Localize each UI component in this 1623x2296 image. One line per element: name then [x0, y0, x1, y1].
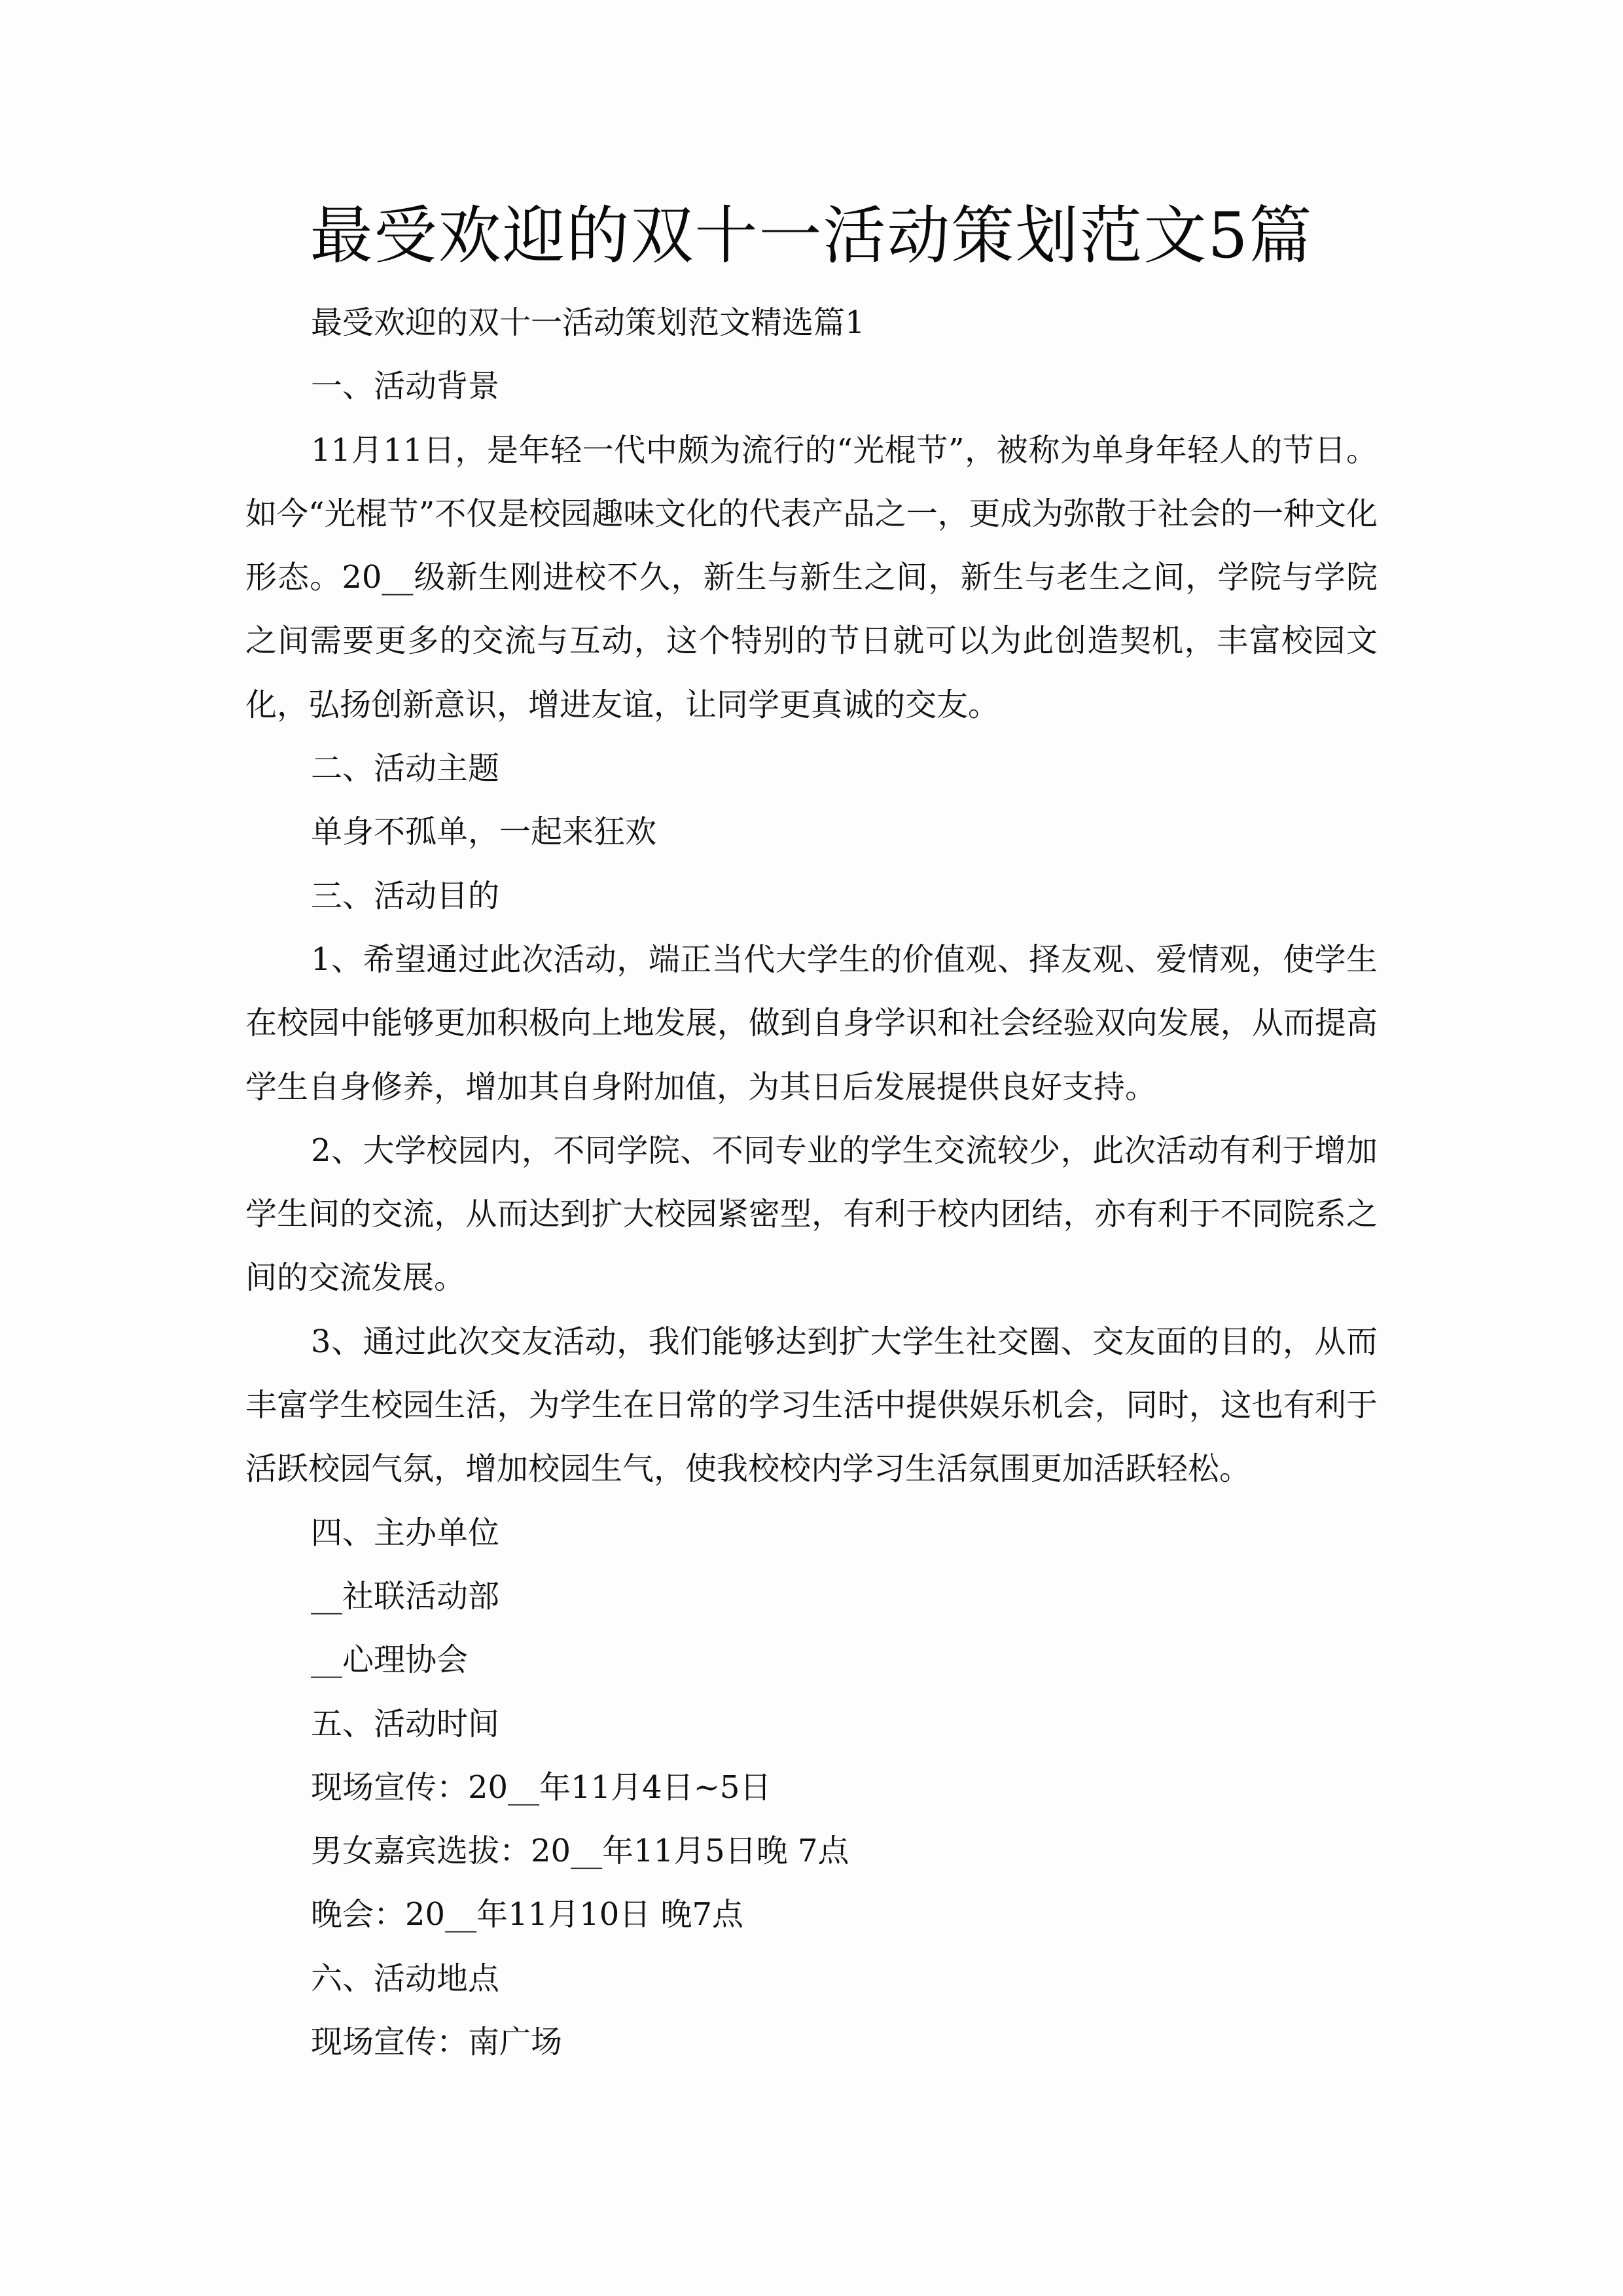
- section-heading-time: 五、活动时间: [311, 1705, 500, 1742]
- section-heading-location: 六、活动地点: [311, 1960, 500, 1997]
- document-title: 最受欢迎的双十一活动策划范文5篇: [310, 199, 1313, 272]
- section-heading-purpose: 三、活动目的: [311, 877, 500, 914]
- organizer-item-1: __社联活动部: [311, 1577, 500, 1615]
- document-subtitle: 最受欢迎的双十一活动策划范文精选篇1: [311, 304, 865, 341]
- organizer-item-2: __心理协会: [311, 1641, 469, 1679]
- purpose-item-2: 2、大学校园内，不同学院、不同专业的学生交流较少，此次活动有利于增加学生间的交流，从而达到扩大校园紧密型，有利于校内团结，亦有利于不同院系之间的交流发展。: [245, 1132, 1378, 1297]
- time-item-promotion: 现场宣传：20__年11月4日~5日: [311, 1768, 772, 1806]
- background-paragraph: 11月11日，是年轻一代中颇为流行的“光棍节”，被称为单身年轻人的节日。如今“光棍节”不仅是校园趣味文化的代表产品之一，更成为弥散于社会的一种文化形态。20__级新生刚进校不久，新生与新生之间，新生与老生之间，学院与学院之间需要更多的交流与互动，这个特别的节日就可以为此创造契机，丰富校园文化，弘扬创新意识，增进友谊，让同学更真诚的交友。: [245, 431, 1378, 723]
- purpose-item-1: 1、希望通过此次活动，端正当代大学生的价值观、择友观、爱情观，使学生在校园中能够更加积极向上地发展，做到自身学识和社会经验双向发展，从而提高学生自身修养，增加其自身附加值，为其日后发展提供良好支持。: [245, 941, 1378, 1105]
- time-item-selection: 男女嘉宾选拔：20__年11月5日晚 7点: [311, 1833, 849, 1870]
- section-heading-organizers: 四、主办单位: [311, 1514, 500, 1551]
- time-item-gala: 晚会：20__年11月10日 晚7点: [311, 1896, 744, 1933]
- section-heading-background: 一、活动背景: [311, 368, 500, 405]
- section-heading-theme: 二、活动主题: [311, 750, 500, 787]
- theme-text: 单身不孤单，一起来狂欢: [311, 814, 657, 851]
- document-body: [245, 291, 1378, 2074]
- purpose-item-3: 3、通过此次交友活动，我们能够达到扩大学生社交圈、交友面的目的，从而丰富学生校园生活，为学生在日常的学习生活中提供娱乐机会，同时，这也有利于活跃校园气氛，增加校园生气，使我校校内学习生活氛围更加活跃轻松。: [245, 1323, 1378, 1488]
- location-item-promotion: 现场宣传：南广场: [311, 2024, 563, 2061]
